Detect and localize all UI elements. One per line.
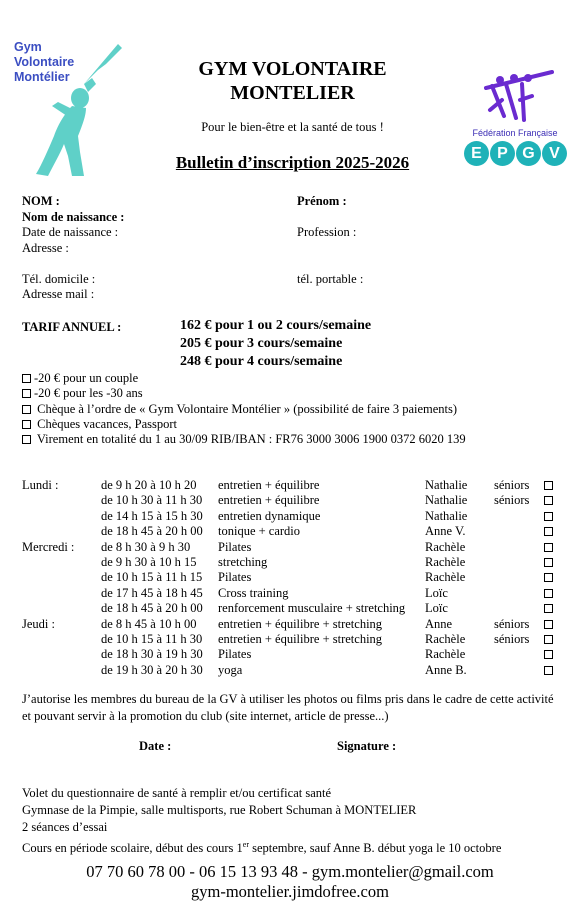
checkbox[interactable] xyxy=(544,481,553,490)
gymnast-silhouette-icon xyxy=(14,40,134,180)
schedule-row[interactable] xyxy=(0,524,580,539)
activity: renforcement musculaire + stretching xyxy=(218,601,406,616)
schedule-row[interactable] xyxy=(0,570,580,585)
time: de 10 h 30 à 11 h 30 xyxy=(101,493,203,508)
schedule-row[interactable] xyxy=(0,647,580,662)
epgv-logo xyxy=(462,66,568,170)
checkbox[interactable] xyxy=(544,527,553,536)
field-nom: NOM : xyxy=(22,194,60,208)
note-line: Gymnase de la Pimpie, salle multisports, rue Robert Schuman à MONTELIER xyxy=(22,803,417,817)
footer-contact: 07 70 60 78 00 - 06 15 13 93 48 - gym.montelier@gmail.com xyxy=(86,862,494,881)
option-couple[interactable]: -20 € pour un couple xyxy=(22,371,138,386)
schedule-row[interactable] xyxy=(0,555,580,570)
field-date-naissance: Date de naissance : xyxy=(22,225,119,239)
coach: Anne V. xyxy=(425,524,466,539)
epgv-letter: E xyxy=(464,141,489,166)
option-moins-30[interactable]: -20 € pour les -30 ans xyxy=(22,386,143,401)
activity: Pilates xyxy=(218,539,252,554)
time: de 14 h 15 à 15 h 30 xyxy=(101,508,203,523)
field-adresse-mail: Adresse mail : xyxy=(22,287,95,301)
schedule-row[interactable] xyxy=(0,601,580,616)
tag: séniors xyxy=(494,478,530,492)
tarif-line: 162 € pour 1 ou 2 cours/semaine xyxy=(180,318,372,333)
field-prenom: Prénom : xyxy=(297,194,347,208)
epgv-letter: G xyxy=(516,141,541,166)
option-cheque[interactable]: Chèque à l’ordre de « Gym Volontaire Montélier » (possibilité de faire 3 paiements) xyxy=(22,402,457,417)
checkbox[interactable] xyxy=(544,635,553,644)
activity: tonique + cardio xyxy=(218,524,301,539)
footer-website[interactable]: gym-montelier.jimdofree.com xyxy=(191,882,389,901)
federation-label: Fédération Française xyxy=(472,128,558,138)
checkbox[interactable] xyxy=(22,420,31,429)
activity: entretien + équilibre + stretching xyxy=(218,632,383,646)
time: de 19 h 30 à 20 h 30 xyxy=(101,662,203,677)
epgv-letters xyxy=(464,141,567,166)
schedule-row[interactable] xyxy=(0,617,580,632)
bulletin-heading: Bulletin d’inscription 2025-2026 xyxy=(175,153,410,172)
activity: yoga xyxy=(218,662,243,677)
notes xyxy=(22,785,562,857)
time: de 18 h 30 à 19 h 30 xyxy=(101,647,203,662)
coach: Nathalie xyxy=(425,493,468,508)
tarif-label: TARIF ANNUEL : xyxy=(22,320,122,334)
signature-label: Signature : xyxy=(337,739,397,753)
activity: entretien + équilibre xyxy=(218,478,320,492)
schedule-row[interactable] xyxy=(0,663,580,678)
activity: Cross training xyxy=(218,585,289,600)
time: de 9 h 20 à 10 h 20 xyxy=(101,478,197,492)
coach: Rachèle xyxy=(425,555,466,569)
checkbox[interactable] xyxy=(22,374,31,383)
schedule-row[interactable] xyxy=(0,586,580,601)
day: Jeudi : xyxy=(22,616,55,631)
logo-text: Gym Volontaire Montélier xyxy=(14,40,75,84)
tag: séniors xyxy=(494,616,530,631)
activity: stretching xyxy=(218,555,268,569)
field-adresse: Adresse : xyxy=(22,241,69,255)
checkbox[interactable] xyxy=(544,666,553,675)
page-title: GYM VOLONTAIRE MONTELIER xyxy=(198,58,387,104)
coach: Nathalie xyxy=(425,478,468,492)
time: de 18 h 45 à 20 h 00 xyxy=(101,601,203,616)
coach: Rachèle xyxy=(425,632,466,646)
schedule-row[interactable] xyxy=(0,509,580,524)
gym-volontaire-logo xyxy=(14,40,134,180)
coach: Loïc xyxy=(425,601,448,616)
time: de 9 h 30 à 10 h 15 xyxy=(101,555,197,569)
checkbox[interactable] xyxy=(544,589,553,598)
coach: Rachèle xyxy=(425,570,466,585)
time: de 10 h 15 à 11 h 15 xyxy=(101,570,203,585)
epgv-figures-icon xyxy=(462,66,568,126)
checkbox[interactable] xyxy=(544,558,553,567)
coach: Anne xyxy=(425,616,453,631)
time: de 8 h 45 à 10 h 00 xyxy=(101,616,197,631)
checkbox[interactable] xyxy=(544,512,553,521)
option-cheques-vacances[interactable]: Chèques vacances, Passport xyxy=(22,417,177,432)
coach: Rachèle xyxy=(425,539,466,554)
activity: Pilates xyxy=(218,570,252,585)
time: de 10 h 15 à 11 h 30 xyxy=(101,632,203,646)
date-label: Date : xyxy=(139,739,172,753)
time: de 17 h 45 à 18 h 45 xyxy=(101,585,203,600)
tag: séniors xyxy=(494,632,530,646)
epgv-letter: V xyxy=(542,141,567,166)
option-virement[interactable]: Virement en totalité du 1 au 30/09 RIB/IBAN : FR76 3000 3006 1900 0372 6020 139 xyxy=(22,432,466,447)
tarif-line: 205 € pour 3 cours/semaine xyxy=(180,336,343,351)
checkbox[interactable] xyxy=(544,604,553,613)
activity: entretien + équilibre xyxy=(218,493,320,508)
day: Lundi : xyxy=(22,478,59,492)
coach: Loïc xyxy=(425,585,448,600)
time: de 8 h 30 à 9 h 30 xyxy=(101,539,191,554)
activity: entretien dynamique xyxy=(218,508,321,523)
activity: Pilates xyxy=(218,647,252,662)
day: Mercredi : xyxy=(22,539,75,554)
schedule-row[interactable] xyxy=(0,493,580,508)
tagline: Pour le bien-être et la santé de tous ! xyxy=(201,120,384,134)
field-profession: Profession : xyxy=(297,225,357,239)
coach: Anne B. xyxy=(425,662,467,677)
field-nom-naissance: Nom de naissance : xyxy=(22,210,125,224)
checkbox[interactable] xyxy=(22,405,31,414)
checkbox[interactable] xyxy=(22,389,31,398)
tag: séniors xyxy=(494,493,530,508)
checkbox[interactable] xyxy=(544,620,553,629)
schedule-row[interactable] xyxy=(0,478,580,493)
authorization-text: J’autorise les membres du bureau de la GV à utiliser les photos ou films pris dans le cadre de cette activité et pouvant servir à la promotion du club (site internet, article de presse...) xyxy=(22,692,554,723)
activity: entretien + équilibre + stretching xyxy=(218,616,383,631)
schedule-row[interactable] xyxy=(0,632,580,647)
checkbox[interactable] xyxy=(544,573,553,582)
epgv-letter: P xyxy=(490,141,515,166)
checkbox[interactable] xyxy=(544,543,553,552)
note-line: Volet du questionnaire de santé à remplir et/ou certificat santé xyxy=(22,786,332,800)
field-tel-portable: tél. portable : xyxy=(297,272,364,286)
note-line: 2 séances d’essai xyxy=(22,820,108,834)
checkbox[interactable] xyxy=(544,650,553,659)
field-tel-domicile: Tél. domicile : xyxy=(22,272,96,286)
note-line: Cours en période scolaire, début des cours 1er septembre, sauf Anne B. début yoga le 10 octobre xyxy=(22,840,502,856)
checkbox[interactable] xyxy=(544,496,553,505)
coach: Nathalie xyxy=(425,508,468,523)
checkbox[interactable] xyxy=(22,435,31,444)
coach: Rachèle xyxy=(425,647,466,662)
time: de 18 h 45 à 20 h 00 xyxy=(101,524,203,539)
schedule-row[interactable] xyxy=(0,540,580,555)
tarif-line: 248 € pour 4 cours/semaine xyxy=(180,354,343,369)
